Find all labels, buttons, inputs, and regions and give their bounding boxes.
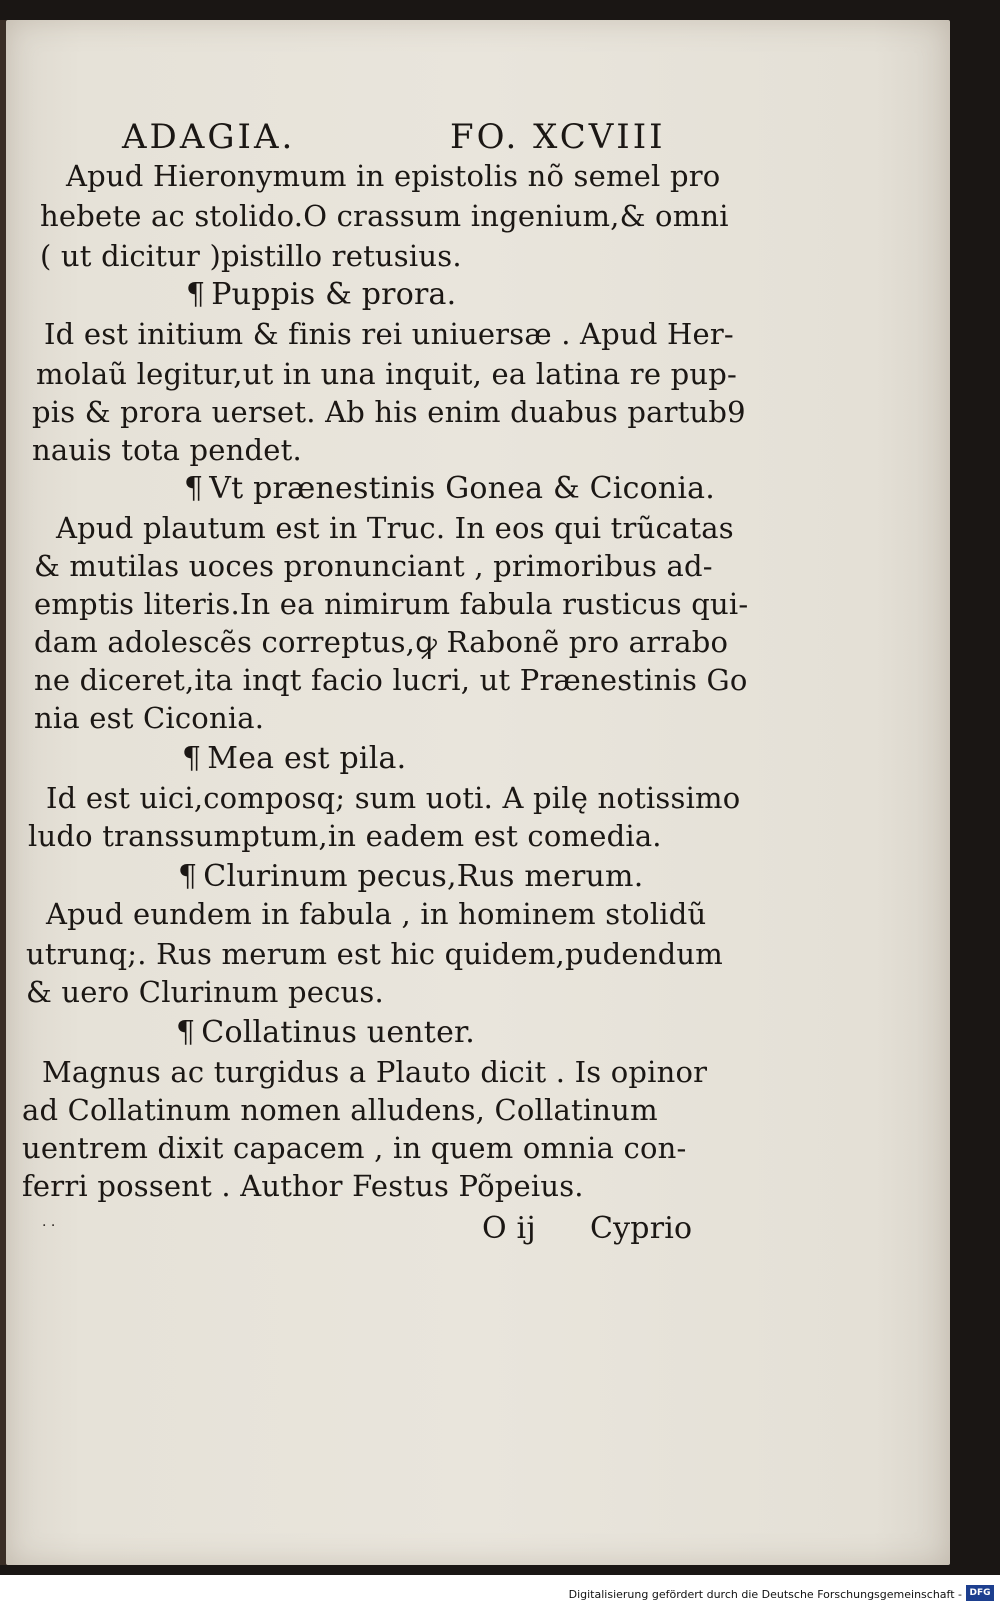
pilcrow-icon: ¶	[184, 471, 204, 506]
ink-specks: · ·	[42, 1218, 56, 1234]
text-line: Id est initium & finis rei uniuersæ . Apud Her-	[44, 317, 734, 351]
text-line: Id est uici,composq; sum uoti. A pilę notissimo	[46, 781, 741, 815]
text-line: hebete ac stolido.O crassum ingenium,& omni	[40, 199, 729, 233]
adage-heading-text: Clurinum pecus,Rus merum.	[203, 859, 644, 894]
adage-heading	[176, 1015, 475, 1050]
text-line: utrunq;. Rus merum est hic quidem,pudendum	[26, 937, 723, 971]
text-line: Apud plautum est in Truc. In eos qui trũcatas	[56, 511, 734, 545]
adage-heading-text: Mea est pila.	[207, 741, 407, 776]
running-head-title: ADAGIA.	[122, 117, 296, 157]
text-line: ferri possent . Author Festus Põpeius.	[22, 1169, 584, 1203]
adage-heading-text: Puppis & prora.	[211, 277, 457, 312]
text-line: uentrem dixit capacem , in quem omnia con-	[22, 1131, 687, 1165]
adage-heading	[186, 277, 457, 312]
text-line: emptis literis.In ea nimirum fabula rusticus qui-	[34, 587, 749, 621]
folio-number: FO. XCVIII	[450, 117, 666, 157]
adage-heading	[184, 471, 715, 506]
adage-heading-text: Vt prænestinis Gonea & Ciconia.	[209, 471, 715, 506]
text-line: Apud eundem in fabula , in hominem stolidũ	[46, 897, 707, 931]
text-line: Magnus ac turgidus a Plauto dicit . Is opinor	[42, 1055, 708, 1089]
catchword: Cyprio	[590, 1211, 693, 1246]
text-line: & mutilas uoces pronunciant , primoribus ad-	[34, 549, 713, 583]
text-line: pis & prora uerset. Ab his enim duabus partub9	[32, 395, 746, 429]
adage-heading-text: Collatinus uenter.	[201, 1015, 475, 1050]
text-line: ( ut dicitur )pistillo retusius.	[40, 239, 462, 273]
adage-heading	[178, 859, 644, 894]
text-line: nauis tota pendet.	[32, 433, 302, 467]
pilcrow-icon: ¶	[178, 859, 198, 894]
adage-heading	[182, 741, 407, 776]
pilcrow-icon: ¶	[182, 741, 202, 776]
text-line: ludo transsumptum,in eadem est comedia.	[28, 819, 662, 853]
text-line: Apud Hieronymum in epistolis nõ semel pro	[66, 159, 721, 193]
text-line: ne diceret,ita inqt facio lucri, ut Prænestinis Go	[34, 663, 748, 697]
text-line: dam adolescẽs correptus,ꝙ Rabonẽ pro arrabo	[34, 625, 729, 659]
funding-credit: Digitalisierung gefördert durch die Deutsche Forschungsgemeinschaft -	[568, 1588, 962, 1601]
pilcrow-icon: ¶	[176, 1015, 196, 1050]
text-line: nia est Ciconia.	[34, 701, 265, 735]
dfg-logo: DFG	[966, 1585, 994, 1601]
text-line: ad Collatinum nomen alludens, Collatinum	[22, 1093, 658, 1127]
text-line: molaũ legitur,ut in una inquit, ea latina re pup-	[36, 357, 738, 391]
signature-mark: O ij	[482, 1211, 536, 1246]
pilcrow-icon: ¶	[186, 277, 206, 312]
text-line: & uero Clurinum pecus.	[26, 975, 384, 1009]
